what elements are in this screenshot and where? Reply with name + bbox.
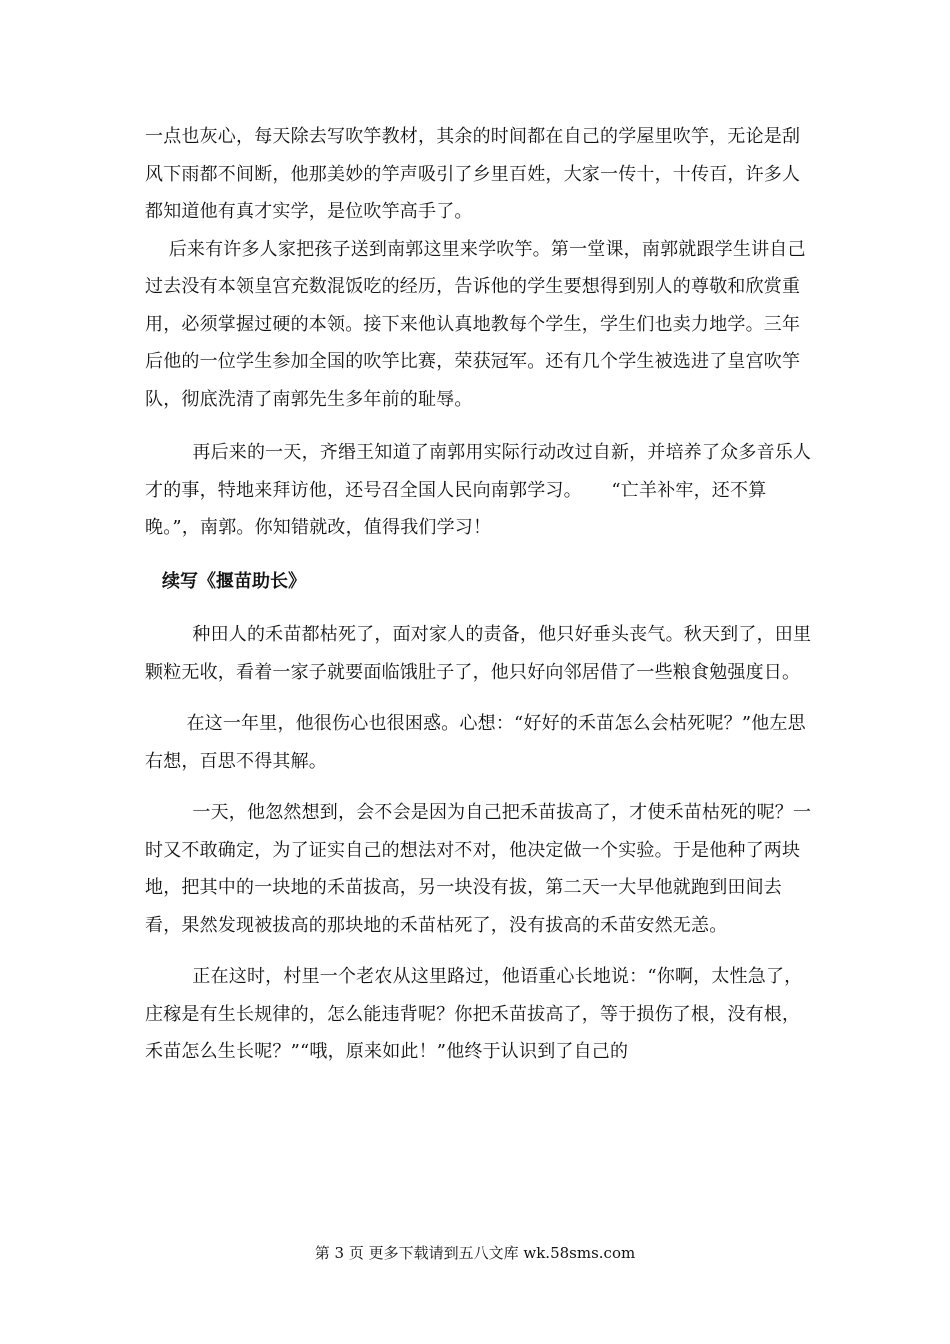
- paragraph-7: 正在这时，村里一个老农从这里路过，他语重心长地说：“你啊，太性急了，庄稼是有生长规律的，怎么能违背呢？你把禾苗拔高了，等于损伤了根，没有根，禾苗怎么生长呢？”“哦，原来如此！”他终于认识到了自己的: [145, 966, 803, 1062]
- document-body: [145, 118, 815, 1071]
- page-footer: 第 3 页 更多下载请到五八文库 wk.58sms.com: [314, 1244, 636, 1262]
- paragraph-1: 一点也灰心，每天除去写吹竽教材，其余的时间都在自己的学屋里吹竽，无论是刮风下雨都不间断，他那美妙的竽声吸引了乡里百姓，大家一传十，十传百，许多人都知道他有真才实学，是位吹竽高手了。: [145, 126, 801, 222]
- paragraph-6: 一天，他忽然想到，会不会是因为自己把禾苗拔高了，才使禾苗枯死的呢？一时又不敢确定，为了证实自己的想法对不对，他决定做一个实验。于是他种了两块地，把其中的一块地的禾苗拔高，另一块没有拔，第二天一大早他就跑到田间去看，果然发现被拔高的那块地的禾苗枯死了，没有拔高的禾苗安然无恙。: [145, 802, 812, 936]
- section-heading: 续写《揠苗助长》: [162, 570, 306, 592]
- paragraph-5: 在这一年里，他很伤心也很困惑。心想：“好好的禾苗怎么会枯死呢？”他左思右想，百思不得其解。: [145, 713, 806, 772]
- paragraph-4: 种田人的禾苗都枯死了，面对家人的责备，他只好垂头丧气。秋天到了，田里颗粒无收，看着一家子就要面临饿肚子了，他只好向邻居借了一些粮食勉强度日。: [145, 624, 812, 683]
- paragraph-2: 后来有许多人家把孩子送到南郭这里来学吹竽。第一堂课，南郭就跟学生讲自己过去没有本领皇宫充数混饭吃的经历，告诉他的学生要想得到别人的尊敬和欣赏重用，必须掌握过硬的本领。接下来他认真地教每个学生，学生们也卖力地学。三年后他的一位学生参加全国的吹竽比赛，荣获冠军。还有几个学生被选进了皇宫吹竽队，彻底洗清了南郭先生多年前的耻辱。: [145, 238, 806, 410]
- paragraph-3: 再后来的一天，齐缗王知道了南郭用实际行动改过自新，并培养了众多音乐人才的事，特地来拜访他，还号召全国人民向南郭学习。 “亡羊补牢，还不算晚。”，南郭。你知错就改，值得我们学习！: [145, 442, 812, 538]
